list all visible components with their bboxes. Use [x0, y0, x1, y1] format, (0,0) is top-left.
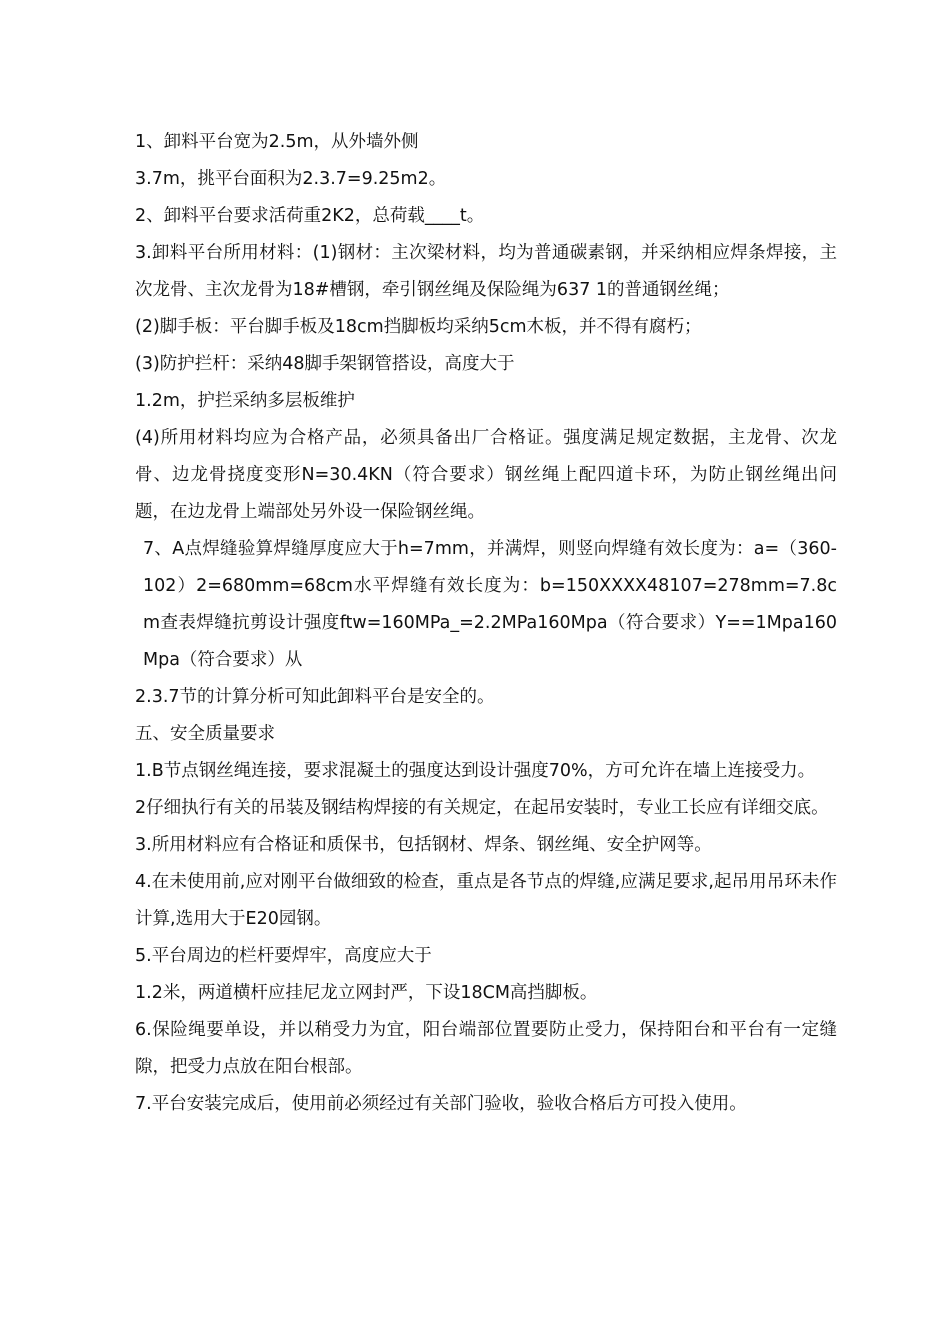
paragraph: 2、卸料平台要求活荷重2K2，总荷载____t。: [135, 206, 485, 226]
paragraph: 7、A点焊缝验算焊缝厚度应大于h=7mm，并满焊，则竖向焊缝有效长度为：a=（360-102）2=680mm=68cm水平焊缝有效长度为：b=150XXXX48107=278mm=7.8cm查表焊缝抗剪设计强度ftw=160MPa_=2.2MPa160Mpa（符合要求）Y==1Mpa160Mpa（符合要求）从: [143, 539, 837, 670]
section-heading: 五、安全质量要求: [135, 724, 275, 744]
paragraph: 1.2m，护拦采纳多层板维护: [135, 391, 355, 411]
paragraph: 4.在未使用前,应对刚平台做细致的检查，重点是各节点的焊缝,应满足要求,起吊用吊环未作计算,选用大于E20园钢。: [135, 872, 837, 929]
paragraph: 3.卸料平台所用材料：(1)钢材：主次梁材料，均为普通碳素钢，并采纳相应焊条焊接，主次龙骨、主次龙骨为18#槽钢，牵引钢丝绳及保险绳为637 1的普通钢丝绳；: [135, 243, 837, 300]
paragraph: 1.B节点钢丝绳连接，要求混凝土的强度达到设计强度70%，方可允许在墙上连接受力。: [135, 761, 816, 781]
paragraph: 5.平台周边的栏杆要焊牢，高度应大于: [135, 946, 432, 966]
paragraph: 3.7m，挑平台面积为2.3.7=9.25m2。: [135, 169, 447, 189]
paragraph: (3)防护拦杆：采纳48脚手架钢管搭设，高度大于: [135, 354, 515, 374]
paragraph: (2)脚手板：平台脚手板及18cm挡脚板均采纳5cm木板，并不得有腐朽；: [135, 317, 702, 337]
paragraph: 2仔细执行有关的吊装及钢结构焊接的有关规定，在起吊安装时，专业工长应有详细交底。: [135, 798, 829, 818]
paragraph: (4)所用材料均应为合格产品，必须具备出厂合格证。强度满足规定数据，主龙骨、次龙骨、边龙骨挠度变形N=30.4KN（符合要求）钢丝绳上配四道卡环，为防止钢丝绳出问题，在边龙骨上端部处另外设一保险钢丝绳。: [135, 428, 837, 522]
paragraph: 7.平台安装完成后，使用前必须经过有关部门验收，验收合格后方可投入使用。: [135, 1094, 747, 1114]
paragraph: 2.3.7节的计算分析可知此卸料平台是安全的。: [135, 687, 495, 707]
paragraph: 3.所用材料应有合格证和质保书，包括钢材、焊条、钢丝绳、安全护网等。: [135, 835, 712, 855]
paragraph: 6.保险绳要单设，并以稍受力为宜，阳台端部位置要防止受力，保持阳台和平台有一定缝隙，把受力点放在阳台根部。: [135, 1020, 837, 1077]
paragraph: 1、卸料平台宽为2.5m，从外墙外侧: [135, 132, 419, 152]
paragraph: 1.2米，两道横杆应挂尼龙立网封严，下设18CM高挡脚板。: [135, 983, 598, 1003]
document-body: [115, 124, 837, 1123]
